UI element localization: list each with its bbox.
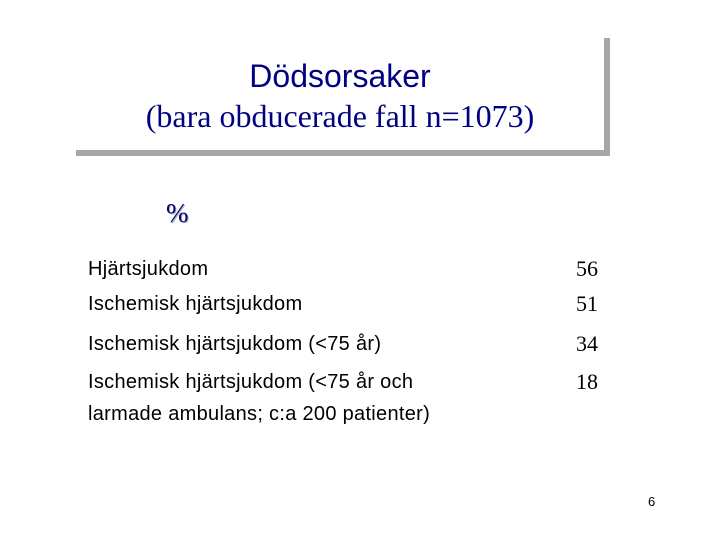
title-box (76, 38, 610, 156)
row-label-ischemic-ambulance: Ischemisk hjärtsjukdom (<75 år och (88, 371, 414, 393)
row-value-ischemic-ambulance: 18 (576, 369, 598, 394)
slide-title: Dödsorsaker (249, 58, 431, 94)
slide-subtitle: (bara obducerade fall n=1073) (145, 98, 535, 134)
row-label-ischemic-ambulance-line2: larmade ambulans; c:a 200 patienter) (88, 403, 431, 425)
row-label-ischemic: Ischemisk hjärtsjukdom (88, 293, 303, 315)
percent-column-header: % (166, 198, 189, 228)
page-number: 6 (648, 494, 656, 509)
row-value-heart-disease: 56 (576, 256, 598, 281)
row-value-ischemic-under-75: 34 (576, 331, 598, 356)
row-value-ischemic: 51 (576, 291, 598, 316)
row-label-heart-disease: Hjärtsjukdom (88, 258, 209, 280)
row-label-ischemic-under-75: Ischemisk hjärtsjukdom (<75 år) (88, 333, 382, 355)
